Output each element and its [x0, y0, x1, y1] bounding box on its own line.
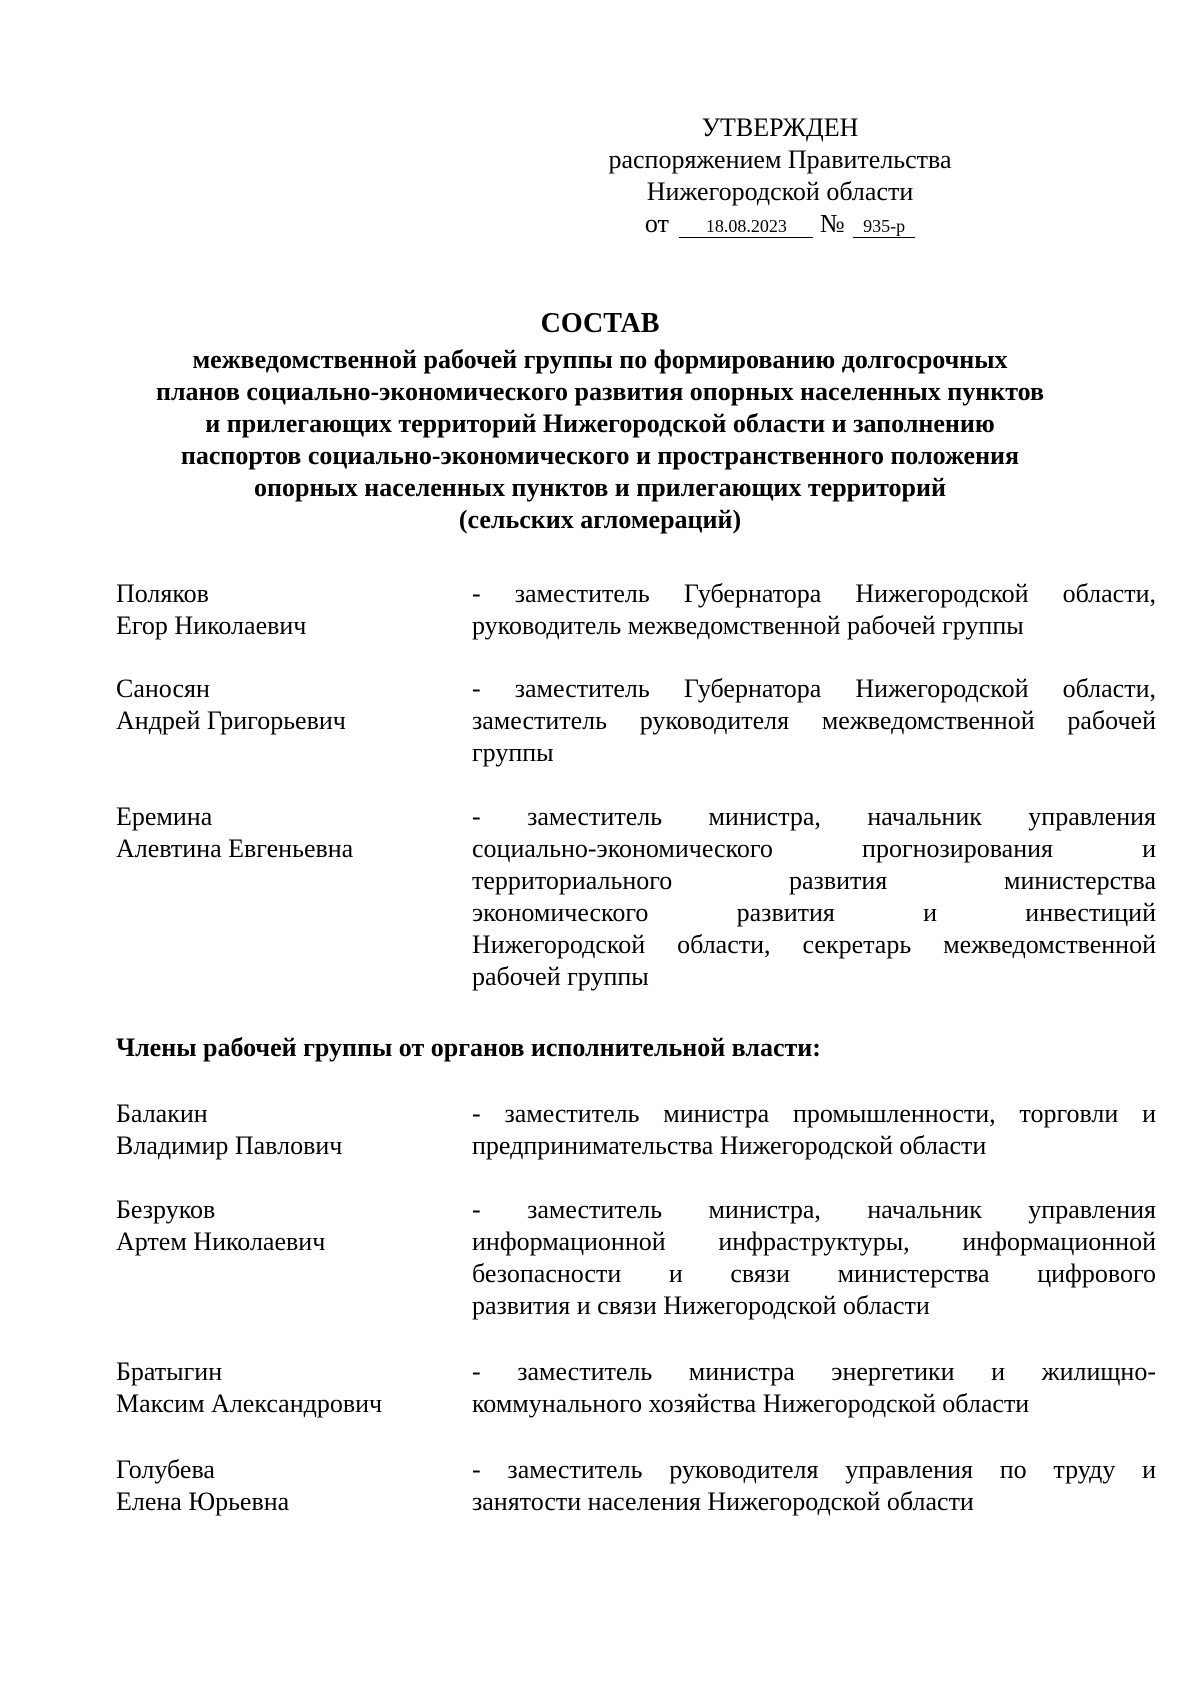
- approval-number: 935-р: [853, 215, 915, 238]
- member-name: [116, 1194, 446, 1258]
- member-surname: Балакин: [116, 1099, 208, 1128]
- member-surname: Поляков: [116, 579, 209, 608]
- title-line: опорных населенных пунктов и прилегающих территорий: [254, 473, 946, 502]
- member-role: [472, 673, 1156, 769]
- approval-date-line: [560, 208, 1000, 240]
- members-section-heading: Члены рабочей группы от органов исполнительной власти:: [116, 1033, 821, 1062]
- role-line: Нижегородской области, секретарь межведомственной: [472, 930, 1156, 959]
- document-title: [80, 308, 1120, 536]
- member-surname: Безруков: [116, 1195, 216, 1224]
- role-line: - заместитель Губернатора Нижегородской области,: [472, 579, 1156, 608]
- member-given-name: Егор Николаевич: [116, 611, 307, 640]
- member-name: [116, 801, 446, 865]
- role-line: территориального развития министерства: [472, 866, 1156, 895]
- member-name: [116, 1454, 446, 1518]
- member-role: [472, 578, 1156, 642]
- member-surname: Еремина: [116, 802, 213, 831]
- member-role: [472, 1454, 1156, 1518]
- role-line: руководитель межведомственной рабочей группы: [472, 611, 1024, 640]
- role-line: - заместитель министра, начальник управления: [472, 802, 1156, 831]
- member-surname: Братыгин: [116, 1357, 223, 1386]
- approval-title: УТВЕРЖДЕН: [701, 113, 859, 142]
- approval-from-label: от: [644, 209, 669, 238]
- member-surname: Саносян: [116, 674, 210, 703]
- role-line: группы: [472, 738, 554, 767]
- approval-line-2: Нижегородской области: [646, 177, 914, 206]
- role-line: - заместитель министра, начальник управления: [472, 1195, 1156, 1224]
- member-given-name: Елена Юрьевна: [116, 1487, 290, 1516]
- approval-date: 18.08.2023: [679, 215, 813, 238]
- title-line: (сельских агломераций): [458, 505, 742, 534]
- member-role: [472, 1194, 1156, 1322]
- role-line: социально-экономического прогнозирования и: [472, 834, 1156, 863]
- member-given-name: Артем Николаевич: [116, 1227, 326, 1256]
- member-role: [472, 1356, 1156, 1420]
- role-line: - заместитель руководителя управления по труду и: [472, 1455, 1156, 1484]
- role-line: заместитель руководителя межведомственной рабочей: [472, 706, 1156, 735]
- member-name: [116, 673, 446, 737]
- member-name: [116, 578, 446, 642]
- member-name: [116, 1356, 446, 1420]
- member-given-name: Андрей Григорьевич: [116, 706, 346, 735]
- title-heading: СОСТАВ: [540, 308, 660, 339]
- title-line: межведомственной рабочей группы по формированию долгосрочных: [192, 345, 1008, 374]
- member-name: [116, 1098, 446, 1162]
- role-line: информационной инфраструктуры, информационной: [472, 1227, 1156, 1256]
- title-line: и прилегающих территорий Нижегородской области и заполнению: [205, 409, 995, 438]
- member-surname: Голубева: [116, 1455, 215, 1484]
- role-line: коммунального хозяйства Нижегородской области: [472, 1389, 1030, 1418]
- role-line: рабочей группы: [472, 962, 649, 991]
- title-line: планов социально-экономического развития опорных населенных пунктов: [155, 377, 1045, 406]
- role-line: - заместитель министра промышленности, торговли и: [472, 1099, 1156, 1128]
- role-line: предпринимательства Нижегородской области: [472, 1131, 987, 1160]
- member-role: [472, 1098, 1156, 1162]
- member-given-name: Максим Александрович: [116, 1389, 383, 1418]
- role-line: развития и связи Нижегородской области: [472, 1291, 930, 1320]
- role-line: занятости населения Нижегородской области: [472, 1487, 974, 1516]
- member-role: [472, 801, 1156, 993]
- role-line: экономического развития и инвестиций: [472, 898, 1156, 927]
- role-line: - заместитель Губернатора Нижегородской области,: [472, 674, 1156, 703]
- role-line: - заместитель министра энергетики и жилищно-: [472, 1357, 1156, 1386]
- title-line: паспортов социально-экономического и пространственного положения: [180, 441, 1020, 470]
- approval-number-label: №: [819, 209, 845, 238]
- member-given-name: Владимир Павлович: [116, 1131, 343, 1160]
- approval-line-1: распоряжением Правительства: [608, 145, 952, 174]
- member-given-name: Алевтина Евгеньевна: [116, 834, 354, 863]
- role-line: безопасности и связи министерства цифрового: [472, 1259, 1156, 1288]
- approval-block: [560, 112, 1000, 240]
